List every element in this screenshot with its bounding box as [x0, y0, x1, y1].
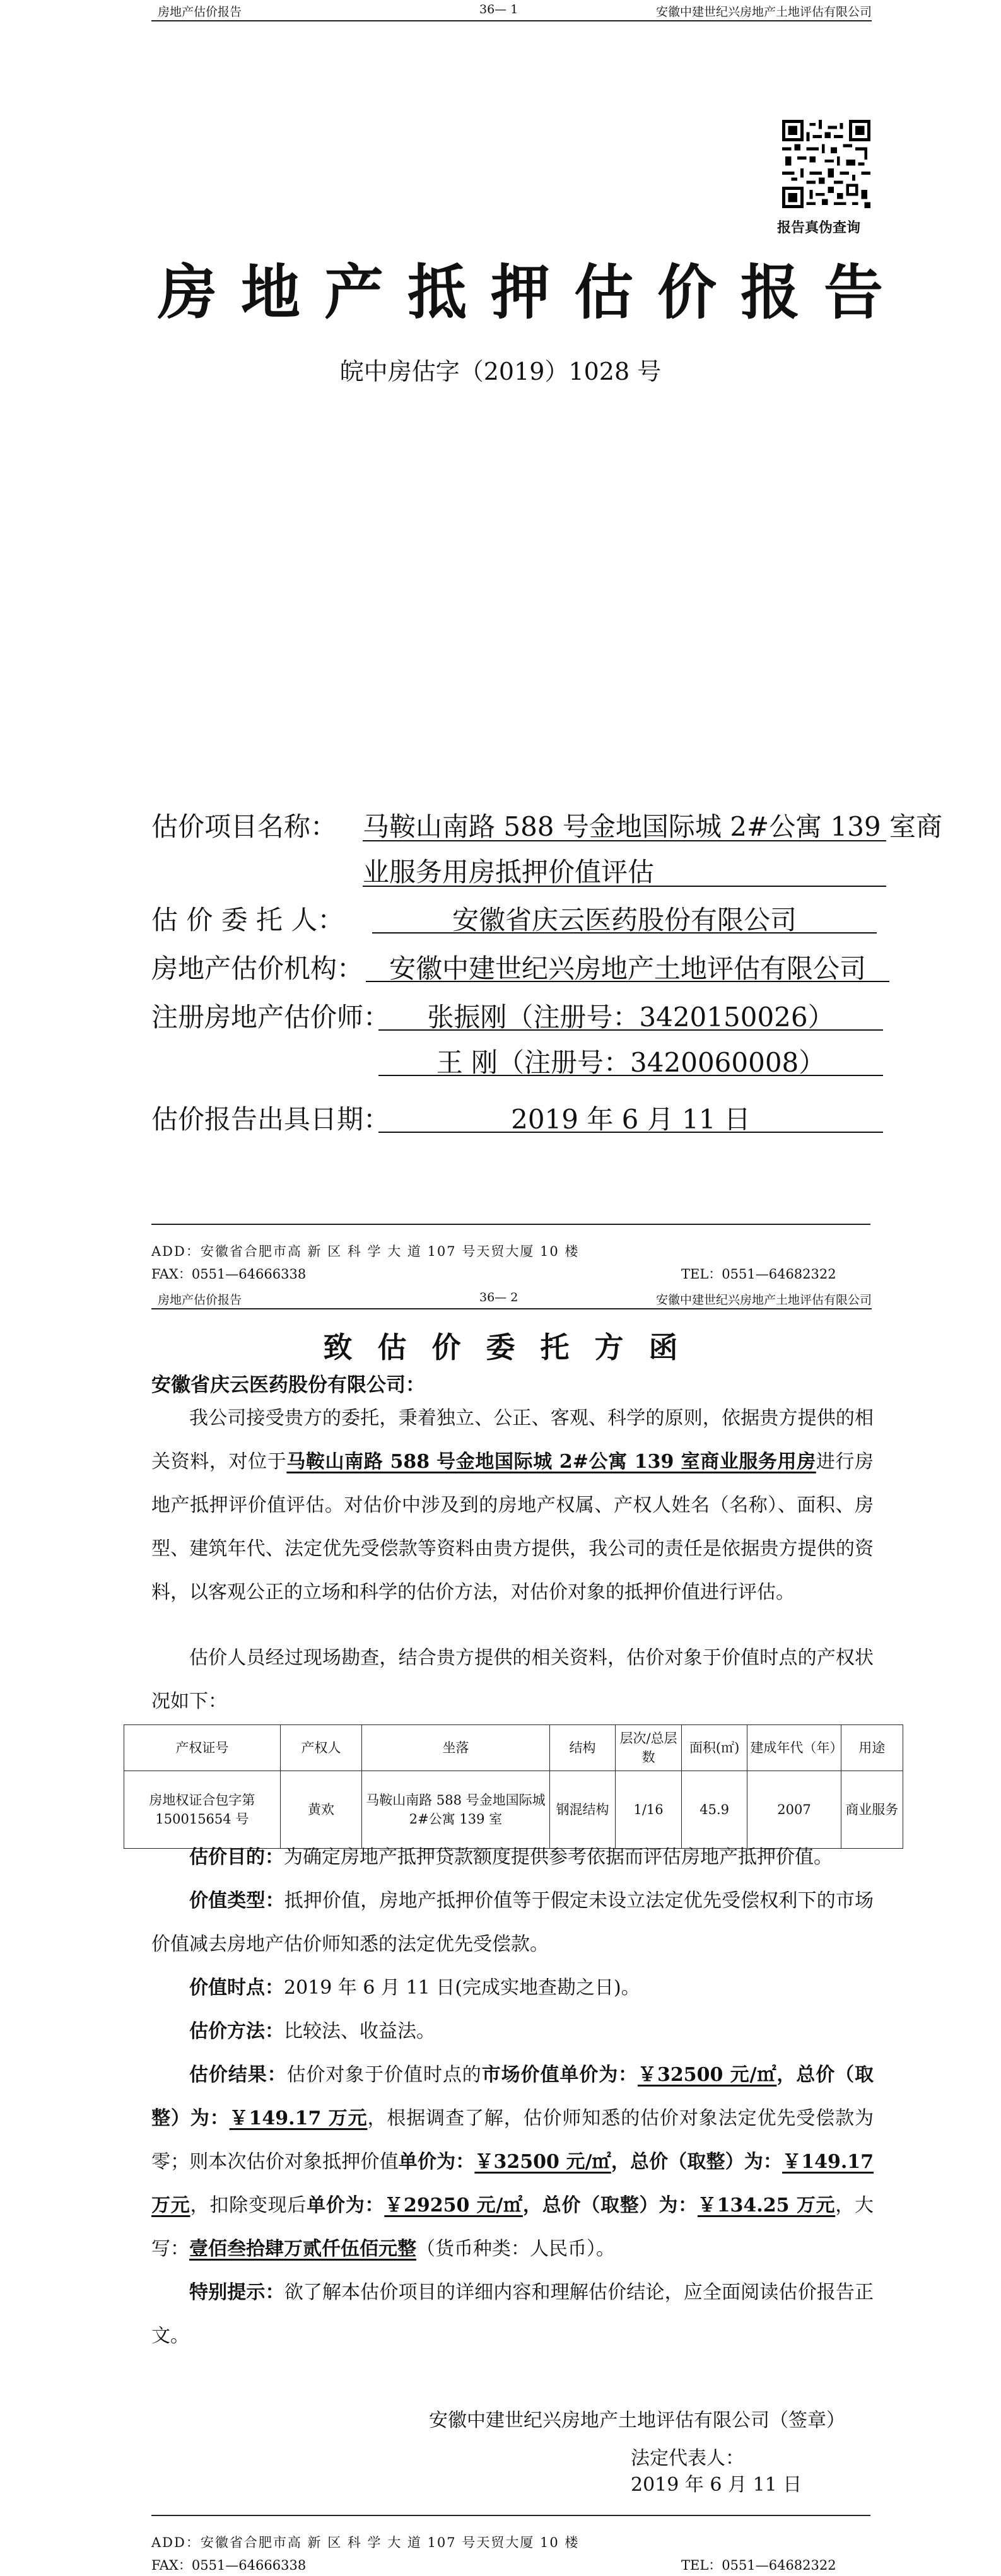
th-use: 用途	[841, 1725, 903, 1771]
td-area: 45.9	[681, 1771, 747, 1849]
td-year: 2007	[747, 1771, 841, 1849]
client-value: 安徽省庆云医药股份有限公司	[372, 899, 877, 934]
header-company: 安徽中建世纪兴房地产土地评估有限公司	[655, 1293, 872, 1307]
footer-rule	[151, 1224, 870, 1225]
value-date-paragraph	[151, 1966, 874, 2010]
result-text: ，扣除变现后	[190, 2194, 307, 2216]
appraiser-label: 注册房地产估价师：	[151, 1002, 390, 1033]
intro-text-a: 我公司接受贵方的委托，秉着独立、公正、客观、科学的原则，依据贵方提供的相关资料，对位于	[151, 1407, 874, 1473]
result-text: ，总价（取整）为：	[522, 2194, 698, 2216]
header-left: 房地产估价报告	[158, 5, 242, 19]
td-floor: 1/16	[616, 1771, 682, 1849]
market-total-price: ￥149.17 万元	[229, 2107, 368, 2129]
td-use: 商业服务	[841, 1771, 903, 1849]
project-underline-1	[363, 807, 886, 841]
property-table	[124, 1724, 903, 1849]
value-type-label: 价值类型：	[189, 1890, 284, 1912]
th-structure: 结构	[549, 1725, 616, 1771]
value-type-text: 抵押价值，房地产抵押价值等于假定未设立法定优先受偿权利下的市场价值减去房地产估价师知悉的法定优先受偿款。	[151, 1890, 874, 1955]
mortgage-unit-price: ￥32500 元/㎡	[474, 2151, 611, 2173]
page-footer	[151, 2515, 870, 2572]
project-underline-2	[363, 853, 886, 887]
th-cert: 产权证号	[124, 1725, 281, 1771]
survey-paragraph: 估价人员经过现场勘查，结合贵方提供的相关资料，估价对象于价值时点的产权状况如下：	[151, 1647, 874, 1712]
market-unit-price: ￥32500 元/㎡	[638, 2064, 777, 2086]
page-footer	[151, 1224, 870, 1280]
issue-date-value: 2019 年 6 月 11 日	[378, 1099, 883, 1133]
method-paragraph	[151, 2010, 874, 2053]
letter-title: 致估价委托方函	[323, 1330, 703, 1364]
td-location: 马鞍山南路 588 号金地国际城 2#公寓 139 室	[362, 1771, 550, 1849]
table-header-row	[124, 1725, 903, 1771]
intro-text-c: 进行房地产抵押评价值评估。对估价中涉及到的房地产权属、产权人姓名（名称）、面积、房型、建筑年代、法定优先受偿款等资料由贵方提供，我公司的责任是依据贵方提供的资料，以客观公正的立场和科学的估价方法，对估价对象的抵押价值进行评估。	[151, 1451, 874, 1603]
appraiser-1: 张振刚（注册号：3420150026）	[378, 997, 883, 1031]
amount-in-words: 壹佰叁拾肆万贰仟伍佰元整	[189, 2238, 416, 2260]
footer-tel: TEL：0551—64682322	[681, 1267, 836, 1282]
purpose-paragraph	[151, 1835, 874, 1879]
net-total-price: ￥134.25 万元	[697, 2194, 836, 2216]
qr-code-icon[interactable]	[782, 120, 870, 208]
footer-fax: FAX：0551—64666338	[151, 1267, 307, 1282]
cover-letter-page	[0, 1288, 1001, 2576]
intro-paragraph	[151, 1396, 874, 1614]
method-label: 估价方法：	[189, 2020, 284, 2042]
result-text: ，根据调查了解，估价师知悉的估价对象法定优先受偿款为零；则本次估价对象抵押价值	[151, 2107, 874, 2173]
client-label: 估 价 委 托 人：	[151, 905, 344, 935]
td-owner: 黄欢	[280, 1771, 361, 1849]
th-area: 面积(㎡)	[681, 1725, 747, 1771]
th-owner: 产权人	[280, 1725, 361, 1771]
mortgage-total-price: ￥149.17 万元	[151, 2151, 874, 2216]
net-unit-price: ￥29250 元/㎡	[384, 2194, 523, 2216]
purpose-label: 估价目的：	[189, 1846, 284, 1868]
currency-note: （货币种类：人民币）。	[416, 2238, 615, 2260]
value-date-label: 价值时点：	[189, 1977, 284, 1999]
project-name-label: 估价项目名称：	[151, 811, 337, 842]
running-header	[151, 1288, 872, 1309]
result-text: ，大写：	[151, 2194, 874, 2260]
value-type-paragraph	[151, 1879, 874, 1966]
footer-tel: TEL：0551—64682322	[681, 2558, 836, 2573]
result-text: 单价为：	[307, 2194, 385, 2216]
signing-company: 安徽中建世纪兴房地产土地评估有限公司（签章）	[429, 2409, 845, 2432]
result-paragraph	[151, 2053, 874, 2271]
report-title: 房地产抵押估价报告	[158, 258, 908, 327]
agency-label: 房地产估价机构：	[151, 953, 364, 984]
project-name-value-line1: 马鞍山南路 588 号金地国际城 2#公寓 139 室商	[363, 811, 942, 842]
result-text: ，总价（取整）为：	[151, 2064, 874, 2129]
agency-value: 安徽中建世纪兴房地产土地评估有限公司	[366, 948, 889, 982]
result-text: 估价对象于价值时点的	[286, 2064, 482, 2086]
issue-date-label: 估价报告出具日期：	[151, 1104, 390, 1135]
footer-fax: FAX：0551—64666338	[151, 2558, 307, 2573]
addressee: 安徽省庆云医药股份有限公司：	[151, 1374, 425, 1396]
header-left: 房地产估价报告	[158, 1293, 242, 1307]
appraiser-2: 王 刚（注册号：3420060008）	[378, 1042, 883, 1076]
value-date-text: 2019 年 6 月 11 日(完成实地查勘之日)。	[284, 1977, 640, 1999]
header-company: 安徽中建世纪兴房地产土地评估有限公司	[655, 5, 872, 19]
td-cert: 房地权证合包字第150015654 号	[124, 1771, 281, 1849]
purpose-text: 为确定房地产抵押贷款额度提供参考依据而评估房地产抵押价值。	[284, 1846, 833, 1868]
th-floor: 层次/总层数	[616, 1725, 682, 1771]
footer-address: ADD：安徽省合肥市高 新 区 科 学 大 道 107 号天贸大厦 10 楼	[151, 1244, 580, 1259]
document-number: 皖中房估字（2019）1028 号	[339, 358, 662, 385]
notice-paragraph	[151, 2271, 874, 2358]
footer-rule	[151, 2515, 870, 2516]
legal-representative-label: 法定代表人：	[631, 2447, 744, 2469]
running-header	[151, 0, 872, 21]
footer-address: ADD：安徽省合肥市高 新 区 科 学 大 道 107 号天贸大厦 10 楼	[151, 2535, 580, 2550]
result-label: 估价结果：	[189, 2064, 287, 2086]
th-year: 建成年代（年）	[747, 1725, 841, 1771]
notice-text: 欲了解本估价项目的详细内容和理解估价结论，应全面阅读估价报告正文。	[151, 2281, 874, 2347]
property-location: 马鞍山南路 588 号金地国际城 2#公寓 139 室商业服务用房	[286, 1451, 816, 1473]
method-text: 比较法、收益法。	[284, 2020, 435, 2042]
qr-caption: 报告真伪查询	[777, 220, 861, 236]
header-page-number: 36— 2	[479, 1291, 518, 1304]
notice-label: 特别提示：	[189, 2281, 284, 2304]
project-name-value-line2: 业服务用房抵押价值评估	[363, 857, 655, 887]
header-page-number: 36— 1	[479, 3, 518, 16]
th-location: 坐落	[362, 1725, 550, 1771]
signing-date: 2019 年 6 月 11 日	[631, 2474, 802, 2496]
td-structure: 钢混结构	[549, 1771, 616, 1849]
result-text: ，总价（取整）为：	[611, 2151, 783, 2173]
result-text: 单价为：	[398, 2151, 475, 2173]
result-text: 市场价值单价为：	[481, 2064, 638, 2086]
